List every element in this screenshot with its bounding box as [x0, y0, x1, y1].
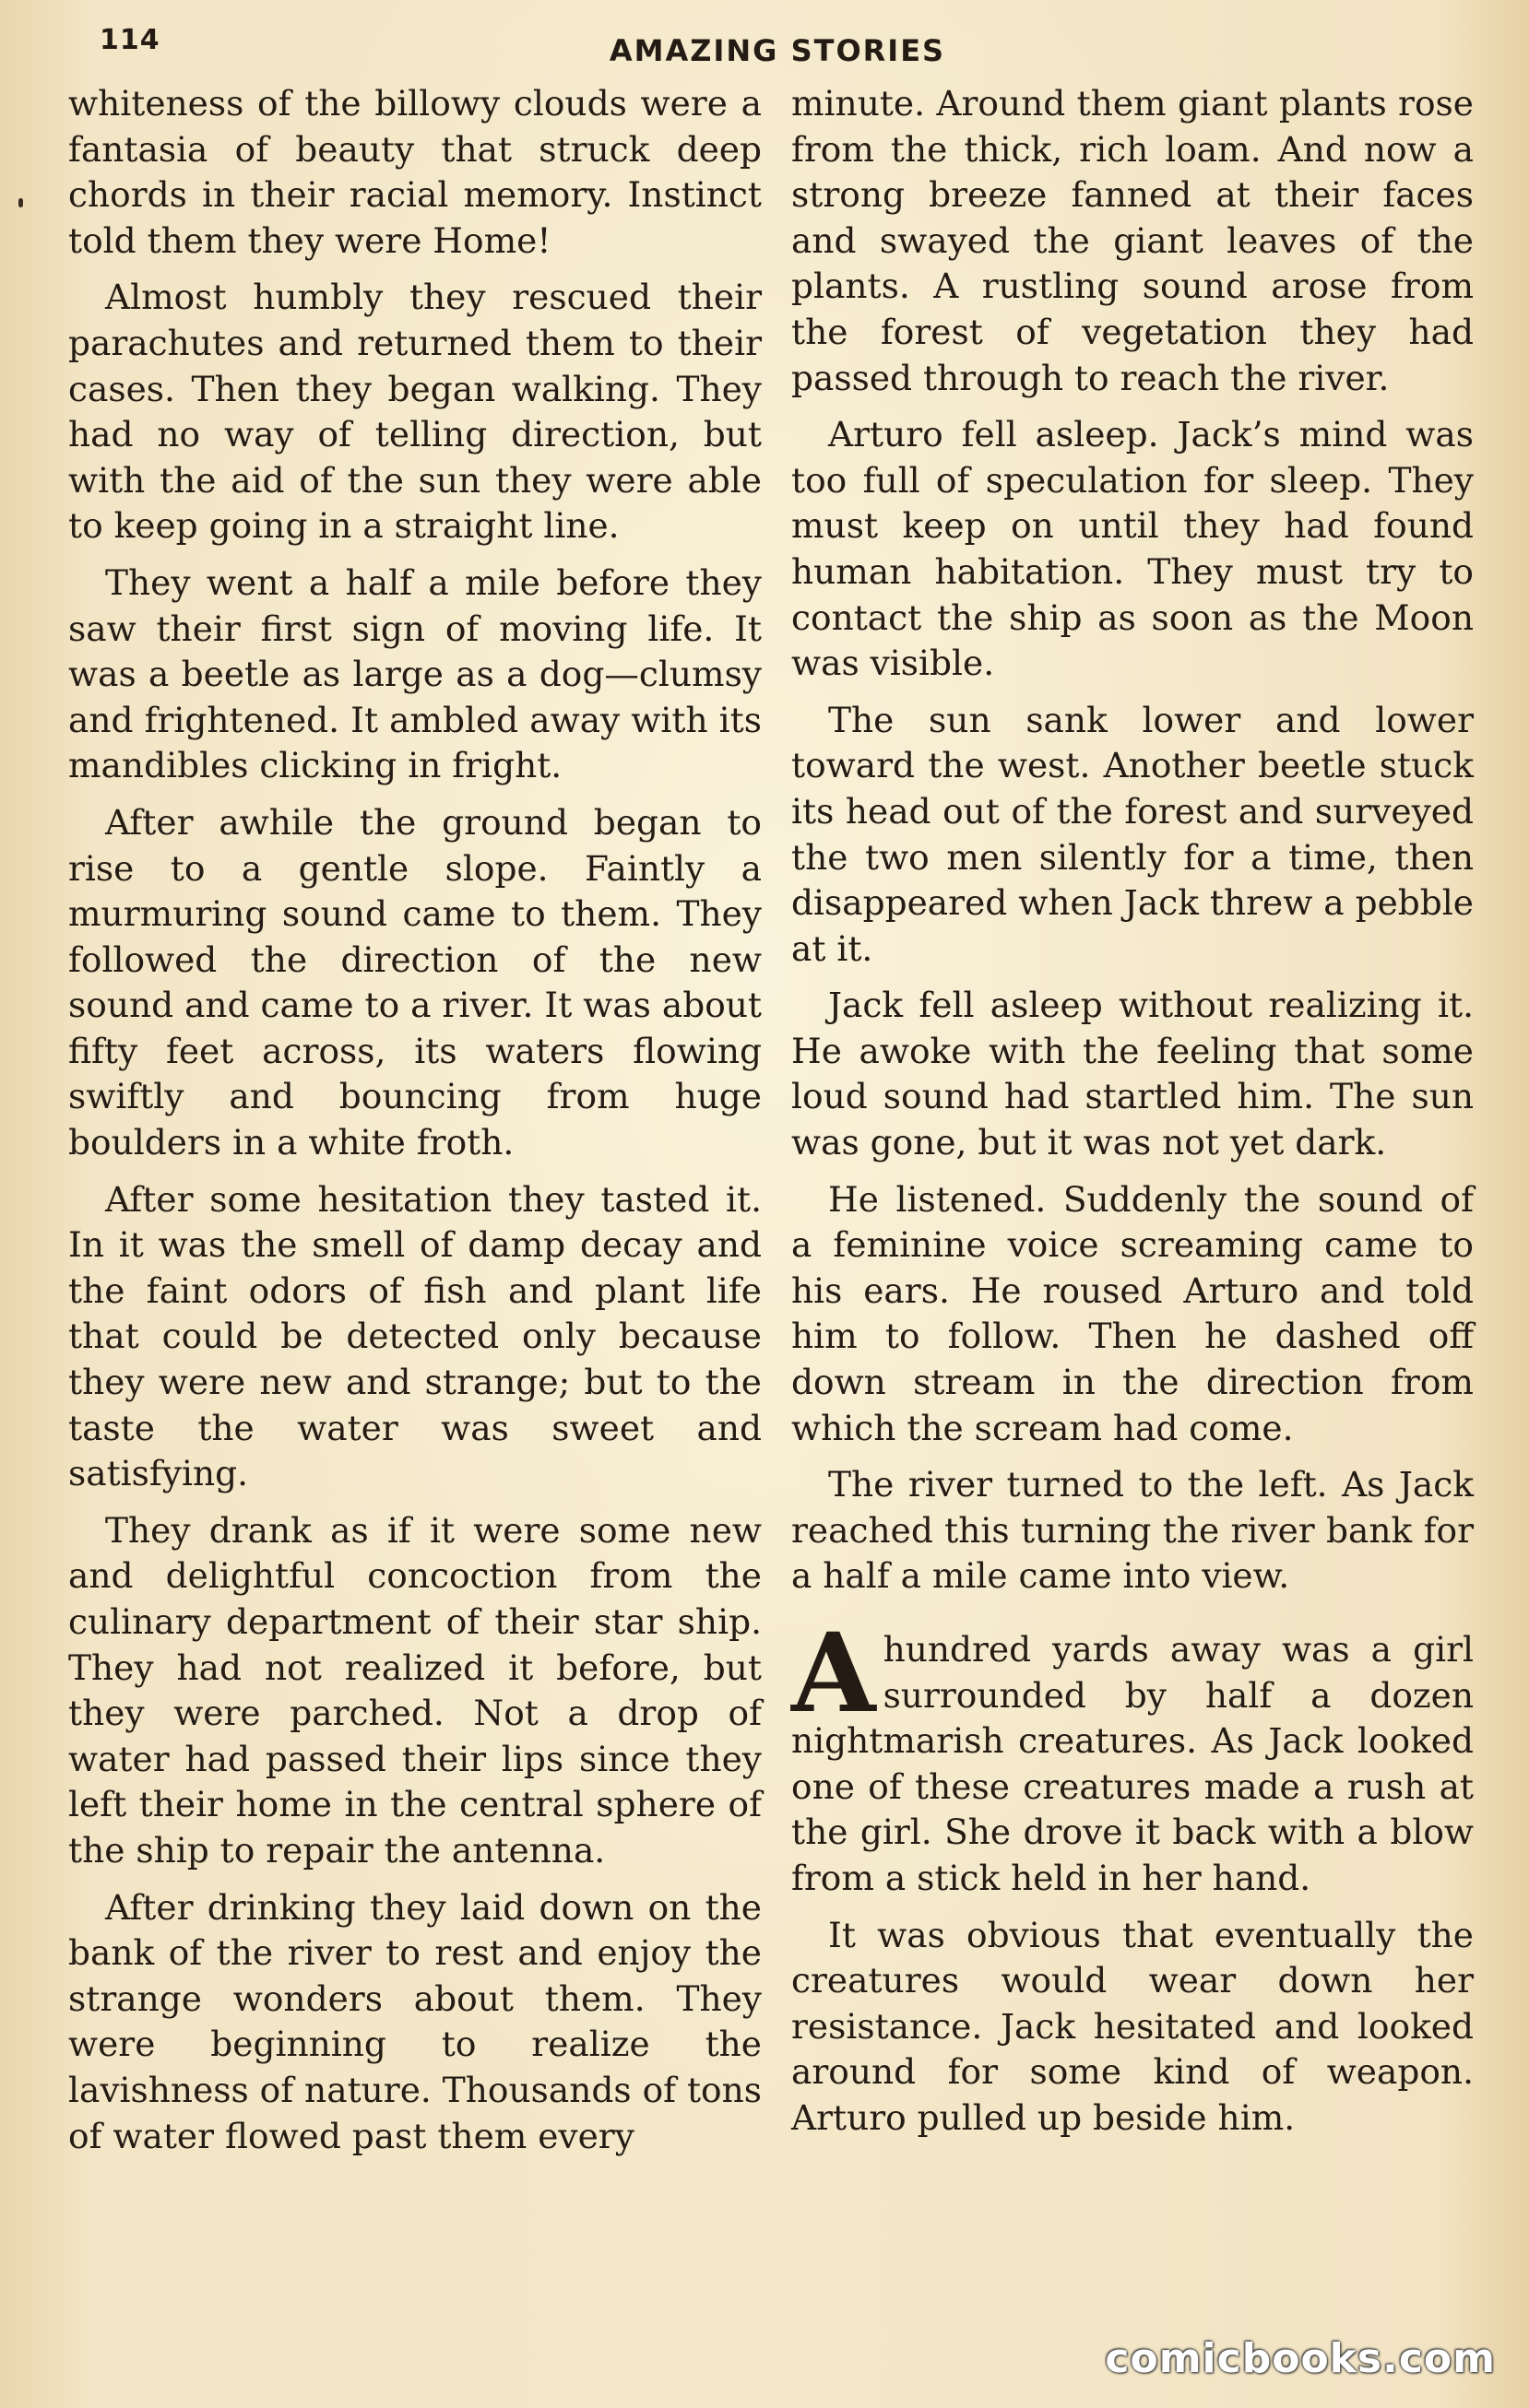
paragraph: Jack fell asleep without realizing it. He awoke with the feeling that some loud sound had startled him. The sun was gone, but it was not yet dark. [791, 985, 1474, 1163]
paragraph: He listened. Suddenly the sound of a feminine voice screaming came to his ears. He roused Arturo and told him to follow. Then he dashed off down stream in the direction from which the scream had come. [791, 1178, 1474, 1448]
right-column [791, 81, 1474, 2153]
dropcap-paragraph [791, 1609, 1474, 1902]
paragraph: Almost humbly they rescued their parachutes and returned them to their cases. Then they began walking. They had no way of telling direction, but with the aid of the sun they were able to keep going in a straight line. [68, 277, 762, 547]
paragraph: After some hesitation they tasted it. In it was the smell of damp decay and the faint odors of fish and plant life that could be detected only because they were new and strange; but to the taste the water was sweet and satisfying. [68, 1178, 762, 1494]
page-number: 114 [100, 24, 160, 56]
paragraph: The sun sank lower and lower toward the west. Another beetle stuck its head out of the forest and surveyed the two men silently for a time, then disappeared when Jack threw a pebble at it. [791, 699, 1474, 969]
page-header [100, 24, 1418, 76]
paragraph: The river turned to the left. As Jack reached this turning the river bank for a half a mile came into view. [791, 1464, 1474, 1597]
paragraph: They went a half a mile before they saw their first sign of moving life. It was a beetle as large as a dog—clumsy and frightened. It ambled away with its mandibles clicking in fright. [68, 561, 762, 786]
paragraph: minute. Around them giant plants rose from the thick, rich loam. And now a strong breeze fanned at their faces and swayed the giant leaves of the plants. A rustling sound arose from the forest of vegetation they had passed through to reach the river. [791, 83, 1474, 398]
drop-cap: A [791, 1609, 876, 1737]
magazine-title: AMAZING STORIES [609, 33, 946, 68]
paragraph: It was obvious that eventually the creatures would wear down her resistance. Jack hesitated and looked around for some kind of weapon. Arturo pulled up beside him. [791, 1914, 1474, 2138]
paragraph: After drinking they laid down on the bank of the river to rest and enjoy the strange wonders about them. They were beginning to realize the lavishness of nature. Thousands of tons of water flowed past them every [68, 1886, 762, 2156]
watermark: comicbooks.com [1105, 2335, 1496, 2382]
ink-speck [18, 198, 23, 207]
paragraph: whiteness of the billowy clouds were a fantasia of beauty that struck deep chords in their racial memory. Instinct told them they were Home! [68, 83, 762, 261]
left-column [68, 81, 762, 2170]
paragraph: After awhile the ground began to rise to a gentle slope. Faintly a murmuring sound came to them. They followed the direction of the new sound and came to a river. It was about fifty feet across, its waters flowing swiftly and bouncing from huge boulders in a white froth. [68, 801, 762, 1163]
paragraph: Arturo fell asleep. Jack’s mind was too full of speculation for sleep. They must keep on until they had found human habitation. They must try to contact the ship as soon as the Moon was visible. [791, 414, 1474, 684]
paragraph: They drank as if it were some new and delightful concoction from the culinary department of their star ship. They had not realized it before, but they were parched. Not a drop of water had passed their lips since they left their home in the central sphere of the ship to repair the antenna. [68, 1509, 762, 1871]
dropcap-paragraph-text: hundred yards away was a girl surrounded by half a dozen nightmarish creatures. As Jack looked one of these creatures made a rush at the girl. She drove it back with a blow from a stick held in her hand. [791, 1629, 1474, 1898]
